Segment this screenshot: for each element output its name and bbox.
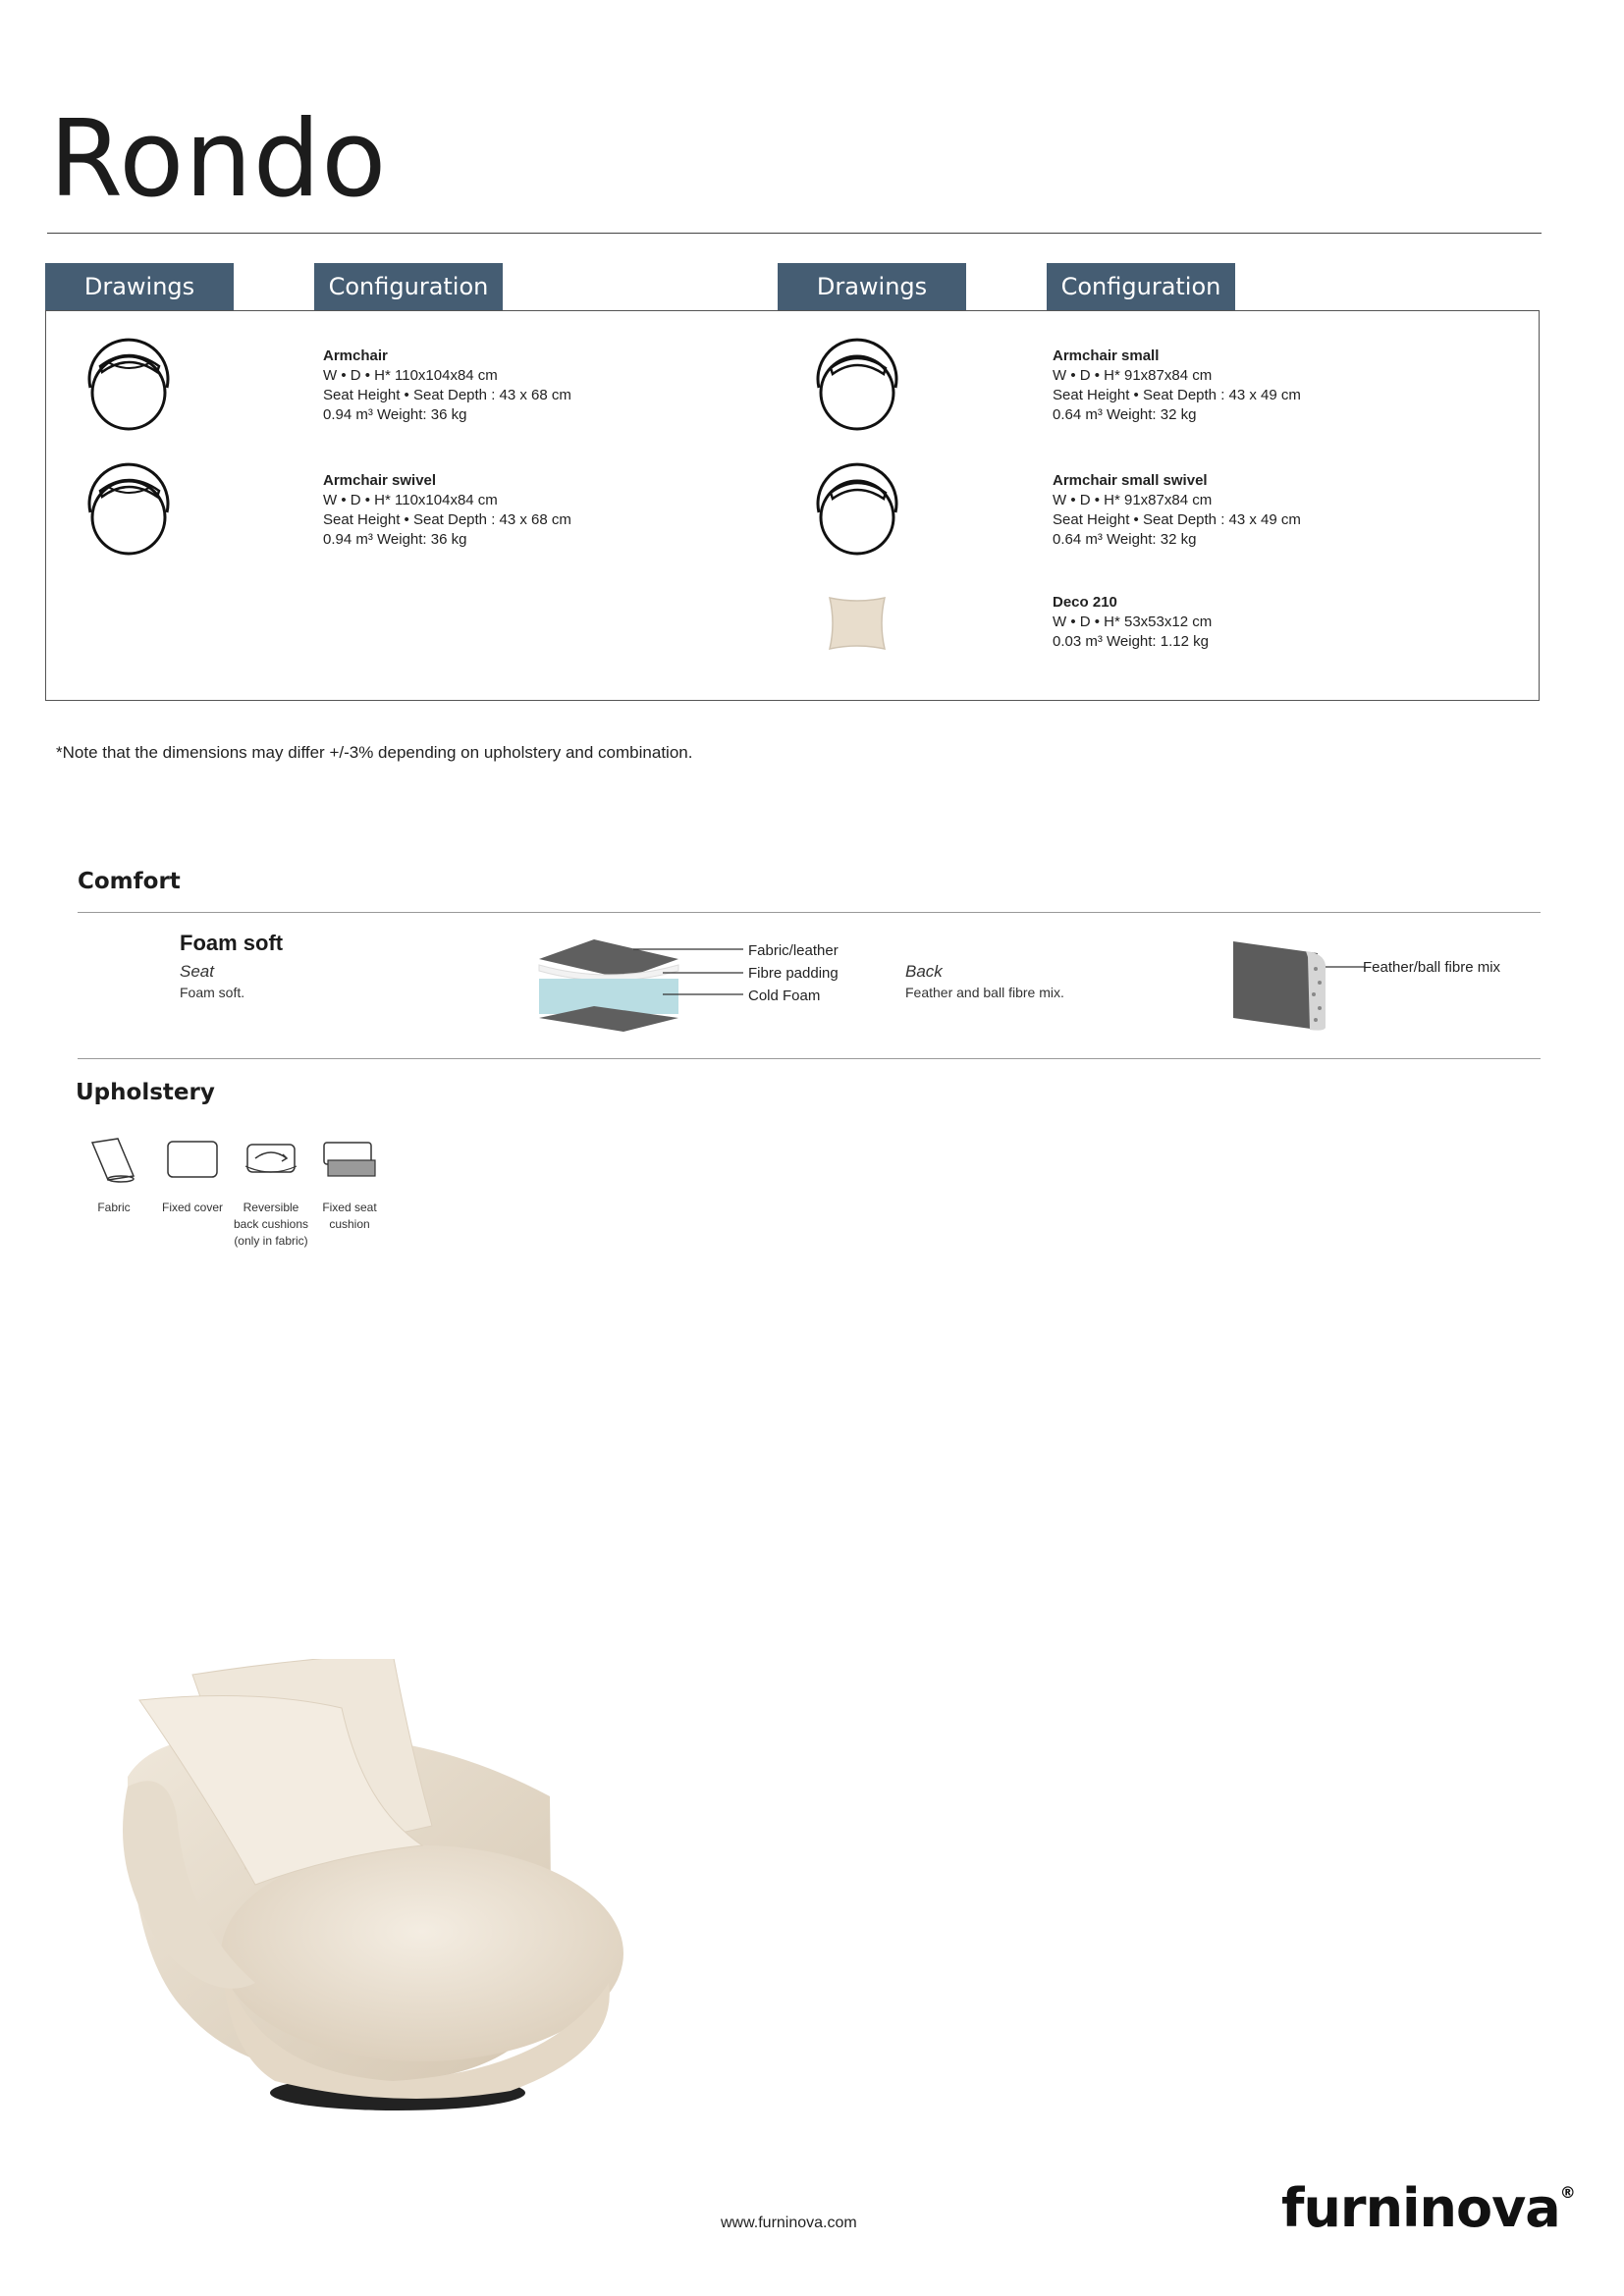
furninova-logo [1281,2177,1575,2239]
armchair-product-image [98,1659,628,2120]
fabric-roll-icon [88,1137,139,1184]
back-description: Feather and ball fibre mix. [905,985,1064,1000]
seat-description: Foam soft. [180,985,245,1000]
upholstery-label-fixed-seat: Fixed seat cushion [322,1201,377,1231]
config-dims: W • D • H* 110x104x84 cm [323,492,498,508]
back-label: Back [905,962,943,981]
config-dims: W • D • H* 91x87x84 cm [1053,492,1213,508]
dimensions-note: *Note that the dimensions may differ +/-3% depending on upholstery and combination. [56,743,693,762]
armchair-top-view-icon [77,461,181,560]
config-name: Deco 210 [1053,594,1117,611]
upholstery-label-fabric: Fabric [97,1201,131,1214]
config-name: Armchair small swivel [1053,472,1208,489]
config-seat: Seat Height • Seat Depth : 43 x 49 cm [1053,387,1301,403]
upholstery-divider [78,1058,1541,1059]
reversible-cushion-icon [242,1139,300,1180]
page-title: Rondo [49,98,388,221]
config-dims: W • D • H* 110x104x84 cm [323,367,498,384]
config-name: Armchair swivel [323,472,437,489]
config-armchair-small-swivel [1053,471,1301,550]
configuration-table [45,310,1540,701]
title-divider [47,233,1542,234]
footer-url[interactable]: www.furninova.com [721,2215,857,2231]
upholstery-heading: Upholstery [76,1080,215,1105]
layer-label-foam: Cold Foam [748,988,821,1004]
config-name: Armchair [323,347,388,364]
config-name: Armchair small [1053,347,1160,364]
upholstery-label-reversible: Reversible back cushions (only in fabric) [233,1201,309,1248]
config-volume: 0.94 m³ Weight: 36 kg [323,406,467,423]
config-seat: Seat Height • Seat Depth : 43 x 68 cm [323,511,571,528]
comfort-name: Foam soft [180,931,284,955]
config-armchair [323,347,571,425]
back-cushion-diagram [1229,937,1367,1031]
seat-label: Seat [180,962,214,981]
upholstery-label-fixed-cover: Fixed cover [161,1201,224,1214]
config-deco-210 [1053,593,1212,652]
armchair-top-view-icon [805,461,909,560]
fixed-seat-cushion-icon [320,1139,379,1180]
config-dims: W • D • H* 53x53x12 cm [1053,614,1213,630]
cushion-icon [826,594,889,653]
comfort-divider [78,912,1541,913]
tab-configuration-left: Configuration [314,263,503,310]
config-volume: 0.64 m³ Weight: 32 kg [1053,531,1197,548]
tab-drawings-right: Drawings [778,263,966,310]
config-seat: Seat Height • Seat Depth : 43 x 49 cm [1053,511,1301,528]
armchair-top-view-icon [77,337,181,435]
config-volume: 0.94 m³ Weight: 36 kg [323,531,467,548]
config-armchair-small [1053,347,1301,425]
tab-configuration-right: Configuration [1047,263,1235,310]
config-seat: Seat Height • Seat Depth : 43 x 68 cm [323,387,571,403]
back-layer-label: Feather/ball fibre mix [1363,959,1501,976]
config-volume: 0.64 m³ Weight: 32 kg [1053,406,1197,423]
logo-text: furninova [1281,2177,1560,2239]
layer-label-fibre: Fibre padding [748,965,839,982]
config-dims: W • D • H* 91x87x84 cm [1053,367,1213,384]
fixed-cover-icon [165,1139,220,1180]
layer-label-fabric: Fabric/leather [748,942,839,959]
comfort-heading: Comfort [78,869,181,894]
config-volume: 0.03 m³ Weight: 1.12 kg [1053,633,1209,650]
config-armchair-swivel [323,471,571,550]
armchair-top-view-icon [805,337,909,435]
registered-mark: ® [1559,2183,1575,2202]
tab-drawings-left: Drawings [45,263,234,310]
